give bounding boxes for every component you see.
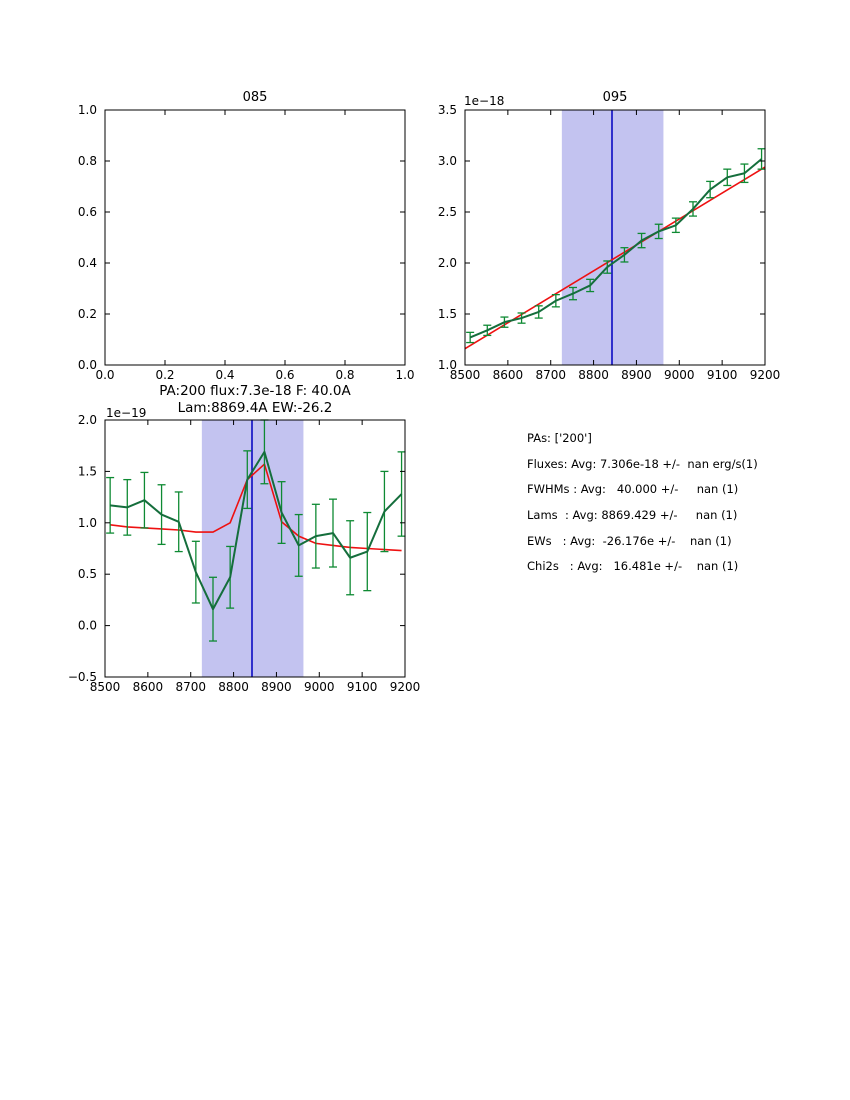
svg-text:2.0: 2.0 [437, 256, 457, 270]
svg-text:0.4: 0.4 [77, 256, 97, 270]
svg-text:3.5: 3.5 [437, 103, 457, 117]
svg-text:8500: 8500 [449, 367, 481, 382]
svg-text:0.0: 0.0 [77, 618, 97, 633]
svg-text:8800: 8800 [218, 679, 249, 694]
svg-text:0.0: 0.0 [77, 358, 97, 372]
svg-text:0.2: 0.2 [155, 367, 175, 382]
svg-text:9200: 9200 [749, 367, 781, 382]
stats-ews: EWs : Avg: -26.176e +/- nan (1) [527, 533, 732, 548]
svg-text:1.0: 1.0 [77, 103, 97, 117]
svg-text:8700: 8700 [535, 367, 566, 382]
svg-text:8500: 8500 [89, 679, 121, 694]
svg-text:1.0: 1.0 [437, 358, 457, 372]
svg-text:1.0: 1.0 [77, 515, 97, 530]
svg-text:1.5: 1.5 [77, 464, 97, 479]
svg-text:1.5: 1.5 [437, 307, 457, 321]
stats-chi2s: Chi2s : Avg: 16.481e +/- nan (1) [527, 559, 739, 574]
stats-panel [527, 426, 758, 580]
stats-lams: Lams : Avg: 8869.429 +/- nan (1) [527, 508, 738, 523]
svg-text:0.8: 0.8 [335, 367, 355, 382]
svg-text:0.2: 0.2 [77, 307, 97, 321]
plot-fit-y-offset-label: 1e−19 [106, 406, 147, 420]
stats-fluxes: Fluxes: Avg: 7.306e-18 +/- nan erg/s(1) [527, 456, 758, 471]
plot-095-axes [405, 98, 790, 395]
svg-text:1.0: 1.0 [395, 367, 415, 382]
svg-text:0.5: 0.5 [77, 567, 97, 582]
svg-text:2.5: 2.5 [437, 205, 457, 219]
svg-text:0.6: 0.6 [77, 205, 97, 219]
plot-095-y-offset-label: 1e−18 [464, 94, 505, 108]
svg-text:9100: 9100 [346, 679, 378, 694]
svg-text:8600: 8600 [492, 367, 524, 382]
plot-095-title: 095 [602, 90, 628, 105]
stats-fwhms: FWHMs : Avg: 40.000 +/- nan (1) [527, 482, 739, 497]
plot-085-title: 085 [242, 90, 268, 105]
plot-fit-title-line1: PA:200 flux:7.3e-18 F: 40.0A [159, 383, 351, 399]
stats-pas: PAs: ['200'] [527, 431, 592, 445]
svg-text:0.6: 0.6 [275, 367, 295, 382]
svg-text:9200: 9200 [389, 679, 421, 694]
svg-text:3.0: 3.0 [437, 154, 457, 168]
svg-text:8700: 8700 [175, 679, 206, 694]
svg-text:0.0: 0.0 [95, 367, 115, 382]
svg-text:0.8: 0.8 [77, 154, 97, 168]
svg-text:9100: 9100 [706, 367, 738, 382]
svg-text:0.4: 0.4 [215, 367, 235, 382]
plot-fit-title-line2: Lam:8869.4A EW:-26.2 [177, 400, 333, 416]
svg-text:9000: 9000 [304, 679, 335, 694]
svg-text:−0.5: −0.5 [67, 670, 97, 684]
svg-text:2.0: 2.0 [77, 413, 97, 427]
plot-085-axes [45, 98, 430, 395]
svg-text:8900: 8900 [621, 367, 652, 382]
svg-text:9000: 9000 [664, 367, 695, 382]
plot-fit-axes [45, 408, 430, 707]
svg-text:8800: 8800 [578, 367, 609, 382]
svg-text:8900: 8900 [261, 679, 292, 694]
svg-text:8600: 8600 [132, 679, 164, 694]
